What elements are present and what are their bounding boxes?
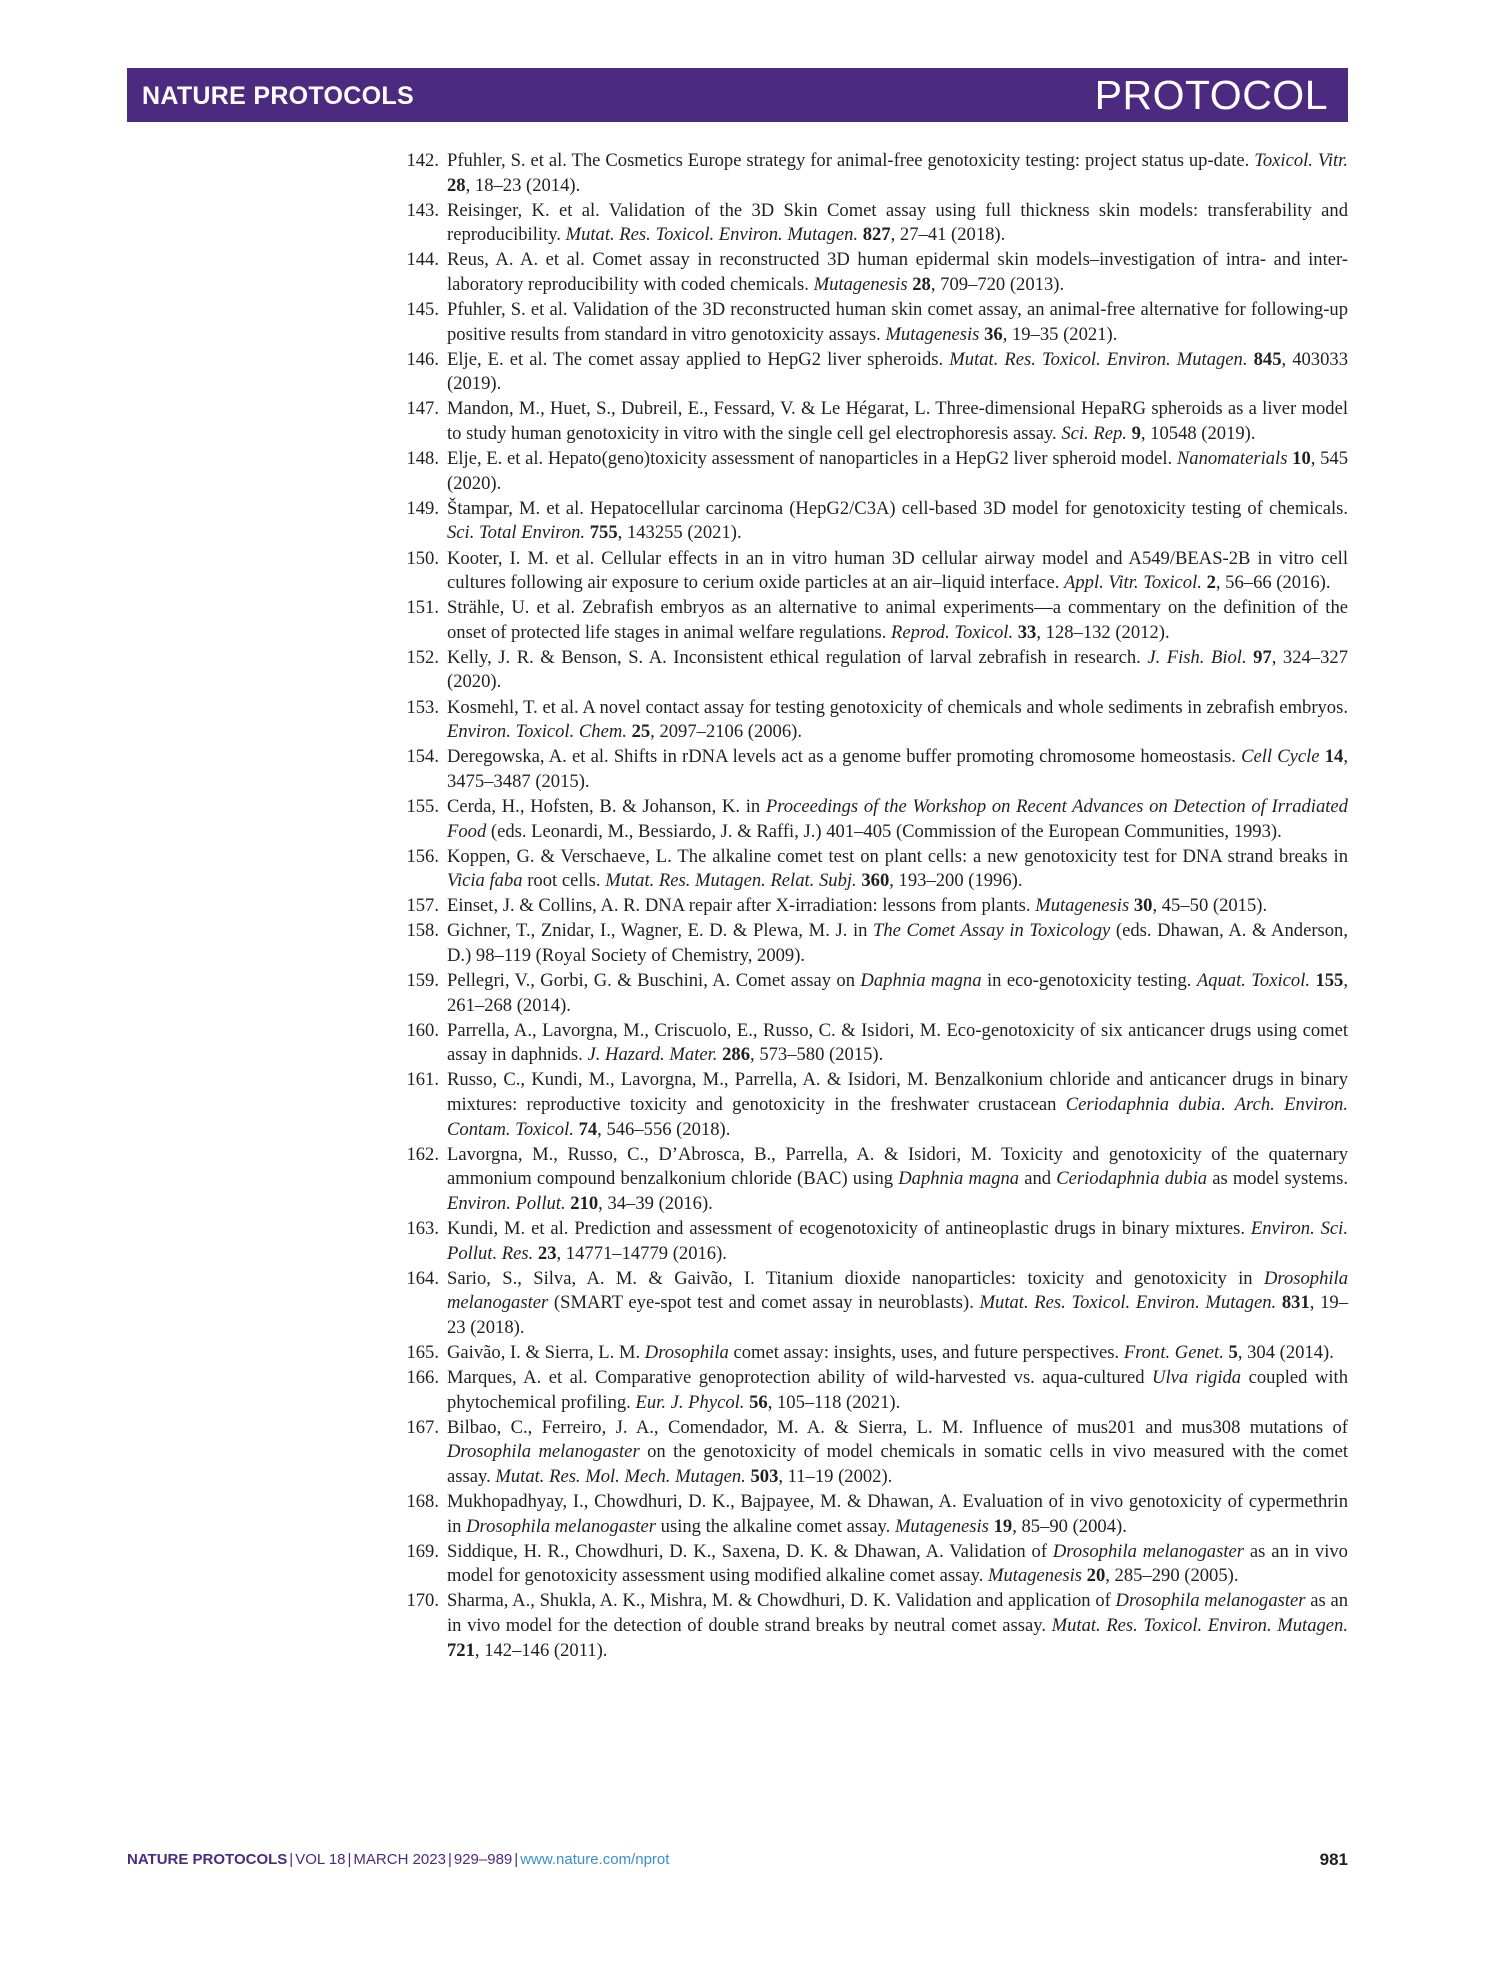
reference-item — [395, 696, 1348, 745]
reference-number: 159. — [406, 970, 439, 992]
reference-number: 151. — [406, 597, 439, 619]
reference-number: 153. — [406, 696, 439, 718]
reference-number: 149. — [406, 497, 439, 519]
reference-italic-text: Proceedings of the Workshop on Recent Advances on Detection of Irradiated Food — [447, 795, 1348, 842]
reference-item — [395, 745, 1348, 794]
reference-italic-text: Mutagenesis — [885, 323, 980, 345]
reference-item — [395, 397, 1348, 446]
reference-volume: 210 — [570, 1192, 599, 1214]
reference-italic-text: Arch. Environ. Contam. Toxicol. — [447, 1094, 1348, 1140]
reference-italic-text: The Comet Assay in Toxicology — [873, 920, 1111, 942]
footer-date: MARCH 2023 — [353, 1851, 446, 1868]
reference-italic-text: Toxicol. Vitr. — [1254, 150, 1349, 171]
reference-volume: 360 — [861, 870, 890, 892]
reference-item — [395, 497, 1348, 546]
reference-item — [395, 1217, 1348, 1266]
reference-text: Koppen, G. & Verschaeve, L. The alkaline comet test on plant cells: a new genotoxicity test for DNA strand breaks in — [447, 845, 1348, 867]
reference-number: 160. — [406, 1019, 439, 1041]
reference-volume: 5 — [1228, 1342, 1238, 1363]
reference-text: , 85–90 (2004). — [1012, 1515, 1127, 1537]
reference-italic-text: J. Hazard. Mater. — [587, 1044, 718, 1066]
reference-italic-text: Cell Cycle — [1241, 746, 1320, 768]
reference-item — [395, 248, 1348, 297]
reference-text: . — [1220, 1094, 1235, 1116]
reference-item — [395, 1341, 1348, 1366]
reference-italic-text: Drosophila melanogaster — [1052, 1540, 1244, 1562]
reference-item — [395, 298, 1348, 347]
reference-volume: 2 — [1206, 572, 1216, 594]
reference-text: Siddique, H. R., Chowdhuri, D. K., Saxena, D. K. & Dhawan, A. Validation of — [447, 1540, 1053, 1562]
reference-volume: 97 — [1253, 646, 1272, 668]
reference-italic-text: Appl. Vitr. Toxicol. — [1064, 572, 1202, 594]
reference-number: 168. — [406, 1491, 439, 1513]
reference-italic-text: Mutagenesis — [894, 1515, 989, 1537]
reference-item — [395, 447, 1348, 496]
reference-text: , 545 (2020). — [447, 448, 1348, 494]
reference-text: in eco-genotoxicity testing. — [981, 970, 1197, 992]
reference-volume: 845 — [1253, 348, 1282, 370]
reference-item — [395, 1068, 1348, 1142]
reference-text: , 304 (2014). — [1237, 1342, 1334, 1363]
footer-journal: NATURE PROTOCOLS — [127, 1851, 288, 1868]
reference-text: Bilbao, C., Ferreiro, J. A., Comendador, M. A. & Sierra, L. M. Influence of mus201 and mus308 mutations of — [447, 1416, 1348, 1438]
reference-text: , 2097–2106 (2006). — [650, 721, 802, 743]
reference-text: Gichner, T., Znidar, I., Wagner, E. D. & Plewa, M. J. in — [447, 920, 874, 942]
reference-item — [395, 969, 1348, 1018]
reference-number: 143. — [406, 199, 439, 221]
reference-volume: 827 — [862, 224, 891, 246]
reference-text: , 19–23 (2018). — [447, 1292, 1348, 1338]
reference-text: (SMART eye-spot test and comet assay in neuroblasts). — [548, 1292, 980, 1314]
reference-volume: 33 — [1017, 621, 1037, 643]
reference-text: , 19–35 (2021). — [1002, 323, 1118, 345]
reference-number: 165. — [406, 1342, 439, 1363]
reference-volume: 755 — [589, 522, 618, 544]
reference-number: 155. — [406, 795, 439, 817]
reference-item — [395, 547, 1348, 596]
reference-volume: 28 — [447, 174, 466, 196]
reference-italic-text: Sci. Total Environ. — [447, 522, 586, 544]
reference-text: Russo, C., Kundi, M., Lavorgna, M., Parrella, A. & Isidori, M. Benzalkonium chloride and anticancer drugs in binary mixtures: reproductive toxicity and genotoxicity in the freshwater crustacean — [447, 1069, 1348, 1116]
reference-text: Pfuhler, S. et al. Validation of the 3D reconstructed human skin comet assay, an animal-free alternative for following-up positive results from standard in vitro genotoxicity assays. — [447, 299, 1348, 345]
reference-item — [395, 1490, 1348, 1539]
reference-volume: 56 — [749, 1391, 768, 1413]
reference-italic-text: Mutat. Res. Mol. Mech. Mutagen. — [495, 1465, 746, 1487]
reference-text: Einset, J. & Collins, A. R. DNA repair after X-irradiation: lessons from plants. — [447, 895, 1036, 917]
reference-italic-text: Daphnia magna — [860, 970, 982, 992]
reference-text: Parrella, A., Lavorgna, M., Criscuolo, E., Russo, C. & Isidori, M. Eco-genotoxicity of six anticancer drugs using comet assay in daphnids. — [447, 1019, 1348, 1066]
reference-volume: 503 — [750, 1465, 779, 1487]
journal-name: NATURE PROTOCOLS — [142, 82, 414, 110]
reference-text: , 105–118 (2021). — [767, 1391, 901, 1413]
reference-item — [395, 795, 1348, 844]
reference-italic-text: Environ. Pollut. — [447, 1192, 566, 1214]
reference-text: Štampar, M. et al. Hepatocellular carcinoma (HepG2/C3A) cell-based 3D model for genotoxicity testing of chemicals. — [447, 497, 1348, 519]
page-footer — [127, 1848, 1348, 1872]
reference-text: Strähle, U. et al. Zebrafish embryos as an alternative to animal experiments—a commentary on the definition of the onset of protected life stages in animal welfare regulations. — [447, 597, 1348, 643]
reference-item — [395, 1589, 1348, 1663]
footer-pages: 929–989 — [453, 1851, 513, 1868]
reference-italic-text: Mutat. Res. Toxicol. Environ. Mutagen. — [949, 348, 1248, 370]
reference-text: on the genotoxicity of model chemicals in somatic cells in vivo measured with the comet assay. — [447, 1441, 1349, 1487]
reference-number: 156. — [406, 845, 439, 867]
reference-text: coupled with phytochemical profiling. — [447, 1367, 1348, 1413]
reference-italic-text: Aquat. Toxicol. — [1196, 970, 1311, 992]
reference-volume: 155 — [1315, 970, 1344, 992]
reference-text: , 324–327 (2020). — [447, 646, 1348, 693]
reference-number: 164. — [406, 1267, 439, 1289]
reference-text: Marques, A. et al. Comparative genoprotection ability of wild-harvested vs. aqua-cultured — [447, 1367, 1153, 1389]
reference-item — [395, 1019, 1348, 1068]
reference-volume: 9 — [1131, 423, 1141, 445]
section-label: PROTOCOL — [1094, 72, 1328, 118]
reference-text: as an in vivo model for genotoxicity assessment using modified alkaline comet assay. — [447, 1540, 1348, 1587]
reference-volume: 721 — [447, 1639, 475, 1661]
reference-italic-text: Drosophila melanogaster — [447, 1441, 640, 1463]
reference-text: Reus, A. A. et al. Comet assay in reconstructed 3D human epidermal skin models–investigation of intra- and inter-laboratory reproducibility with coded chemicals. — [447, 249, 1348, 295]
reference-number: 152. — [406, 646, 439, 668]
reference-italic-text: Eur. J. Phycol. — [635, 1391, 745, 1413]
reference-italic-text: J. Fish. Biol. — [1147, 646, 1247, 668]
reference-volume: 10 — [1292, 448, 1311, 470]
reference-item — [395, 596, 1348, 645]
reference-text: , 403033 (2019). — [447, 348, 1348, 395]
reference-text: , 3475–3487 (2015). — [447, 746, 1348, 792]
reference-text: (eds. Leonardi, M., Bessiardo, J. & Raffi, J.) 401–405 (Commission of the European Communities, 1993). — [486, 820, 1282, 842]
reference-number: 144. — [406, 249, 439, 271]
reference-text: , 573–580 (2015). — [750, 1044, 884, 1066]
reference-item — [395, 919, 1348, 968]
reference-item — [395, 845, 1348, 894]
reference-item — [395, 1540, 1348, 1589]
reference-italic-text: Vicia faba — [447, 870, 523, 892]
reference-number: 158. — [406, 920, 439, 942]
reference-text: , 285–290 (2005). — [1105, 1565, 1239, 1587]
reference-text: , 18–23 (2014). — [465, 174, 581, 196]
reference-text: , 27–41 (2018). — [890, 224, 1006, 246]
reference-text: (eds. Dhawan, A. & Anderson, D.) 98–119 (Royal Society of Chemistry, 2009). — [447, 920, 1348, 966]
reference-italic-text: Ceriodaphnia dubia — [1056, 1168, 1208, 1190]
reference-volume: 14 — [1324, 746, 1344, 768]
reference-text: and — [1019, 1168, 1057, 1190]
reference-number: 167. — [406, 1416, 439, 1438]
reference-volume: 19 — [993, 1515, 1013, 1537]
footer-volume: VOL 18 — [295, 1851, 346, 1868]
reference-number: 148. — [406, 448, 439, 470]
reference-text: , 128–132 (2012). — [1036, 621, 1170, 643]
reference-number: 145. — [406, 299, 439, 321]
reference-number: 154. — [406, 746, 439, 768]
reference-number: 161. — [406, 1069, 439, 1091]
reference-number: 150. — [406, 547, 439, 569]
footer-separator: | — [514, 1851, 519, 1868]
reference-italic-text: Ulva rigida — [1152, 1367, 1242, 1389]
reference-text: , 11–19 (2002). — [778, 1465, 893, 1487]
reference-text: , 261–268 (2014). — [447, 970, 1348, 1016]
reference-italic-text: Environ. Sci. Pollut. Res. — [447, 1218, 1348, 1264]
reference-italic-text: Mutat. Res. Mutagen. Relat. Subj. — [605, 870, 857, 892]
reference-italic-text: Mutat. Res. Toxicol. Environ. Mutagen. — [565, 224, 859, 246]
reference-item — [395, 646, 1348, 695]
reference-italic-text: Mutat. Res. Toxicol. Environ. Mutagen. — [979, 1292, 1277, 1314]
reference-text: Pfuhler, S. et al. The Cosmetics Europe strategy for animal-free genotoxicity testing: project status up-date. — [447, 150, 1255, 171]
footer-separator: | — [289, 1851, 294, 1868]
reference-volume: 25 — [631, 721, 651, 743]
reference-number: 146. — [406, 348, 439, 370]
reference-text: , 143255 (2021). — [617, 522, 742, 544]
reference-italic-text: Drosophila — [644, 1342, 729, 1363]
reference-italic-text: Ceriodaphnia dubia — [1065, 1094, 1221, 1116]
reference-text: , 546–556 (2018). — [597, 1118, 731, 1140]
reference-number: 163. — [406, 1218, 439, 1240]
reference-text: comet assay: insights, uses, and future perspectives. — [728, 1342, 1124, 1363]
reference-text: , 14771–14779 (2016). — [556, 1242, 727, 1264]
reference-text: , 709–720 (2013). — [930, 273, 1065, 295]
reference-italic-text: Nanomaterials — [1176, 448, 1288, 470]
reference-italic-text: Drosophila melanogaster — [1115, 1590, 1306, 1612]
reference-number: 162. — [406, 1143, 439, 1165]
reference-text: Kundi, M. et al. Prediction and assessment of ecogenotoxicity of antineoplastic drugs in binary mixtures. — [447, 1218, 1251, 1240]
reference-text: Mukhopadhyay, I., Chowdhuri, D. K., Bajpayee, M. & Dhawan, A. Evaluation of in vivo genotoxicity of cypermethrin in — [447, 1491, 1348, 1537]
reference-volume: 23 — [537, 1242, 557, 1264]
reference-list — [395, 149, 1348, 1664]
footer-separator: | — [447, 1851, 452, 1868]
reference-text: Cerda, H., Hofsten, B. & Johanson, K. in — [447, 795, 766, 817]
reference-italic-text: Drosophila melanogaster — [466, 1515, 657, 1537]
reference-text: Kelly, J. R. & Benson, S. A. Inconsistent ethical regulation of larval zebrafish in research. — [447, 646, 1148, 668]
reference-number: 157. — [406, 895, 439, 917]
reference-number: 170. — [406, 1590, 439, 1612]
reference-text: , 45–50 (2015). — [1152, 895, 1268, 917]
reference-volume: 28 — [912, 273, 931, 295]
reference-text: as an in vivo model for the detection of double strand breaks by neutral comet assay. — [447, 1590, 1348, 1637]
reference-text: Kooter, I. M. et al. Cellular effects in an in vitro human 3D cellular airway model and A549/BEAS-2B in vitro cell cultures following air exposure to cerium oxide particles at an air–liquid interface. — [447, 547, 1348, 594]
reference-text: Elje, E. et al. The comet assay applied to HepG2 liver spheroids. — [447, 348, 950, 370]
reference-italic-text: Reprod. Toxicol. — [891, 621, 1014, 643]
reference-text: , 193–200 (1996). — [889, 870, 1023, 892]
footer-separator: | — [347, 1851, 352, 1868]
reference-italic-text: Environ. Toxicol. Chem. — [447, 721, 627, 743]
reference-item — [395, 199, 1348, 248]
reference-italic-text: Mutagenesis — [988, 1565, 1082, 1587]
page-number: 981 — [1319, 1850, 1348, 1869]
reference-item — [395, 1143, 1348, 1217]
reference-text: Elje, E. et al. Hepato(geno)toxicity assessment of nanoparticles in a HepG2 liver spheroid model. — [447, 448, 1177, 470]
footer-url-link[interactable]: www.nature.com/nprot — [520, 1851, 670, 1868]
reference-item — [395, 1416, 1348, 1490]
reference-number: 142. — [406, 150, 439, 171]
reference-volume: 30 — [1133, 895, 1153, 917]
reference-text: , 10548 (2019). — [1140, 423, 1256, 445]
reference-number: 166. — [406, 1367, 439, 1389]
reference-text: Deregowska, A. et al. Shifts in rDNA levels act as a genome buffer promoting chromosome homeostasis. — [447, 746, 1242, 768]
reference-italic-text: Mutat. Res. Toxicol. Environ. Mutagen. — [1051, 1615, 1348, 1637]
reference-text: Gaivão, I. & Sierra, L. M. — [447, 1342, 645, 1363]
reference-text: , 34–39 (2016). — [598, 1192, 713, 1214]
reference-item — [395, 149, 1348, 198]
reference-text: Reisinger, K. et al. Validation of the 3D Skin Comet assay using full thickness skin models: transferability and reproducibility. — [447, 199, 1348, 246]
reference-italic-text: Drosophila melanogaster — [447, 1267, 1348, 1314]
reference-text: Lavorgna, M., Russo, C., D’Abrosca, B., Parrella, A. & Isidori, M. Toxicity and genotoxicity of the quaternary ammonium compound benzalkonium chloride (BAC) using — [447, 1143, 1348, 1190]
reference-text: Mandon, M., Huet, S., Dubreil, E., Fessard, V. & Le Hégarat, L. Three-dimensional HepaRG spheroids as a liver model to study human genotoxicity in vitro with the single cell gel electrophoresis assay. — [447, 398, 1348, 445]
reference-text: as model systems. — [1207, 1168, 1349, 1190]
reference-italic-text: Daphnia magna — [898, 1168, 1020, 1190]
reference-number: 169. — [406, 1540, 439, 1562]
reference-italic-text: Mutagenesis — [1035, 895, 1130, 917]
reference-text: Pellegri, V., Gorbi, G. & Buschini, A. Comet assay on — [447, 970, 861, 992]
reference-volume: 831 — [1281, 1292, 1310, 1314]
reference-item — [395, 1366, 1348, 1415]
reference-item — [395, 1267, 1348, 1341]
reference-item — [395, 348, 1348, 397]
page-header — [127, 68, 1348, 122]
reference-number: 147. — [406, 398, 439, 420]
reference-text: Kosmehl, T. et al. A novel contact assay for testing genotoxicity of chemicals and whole sediments in zebrafish embryos. — [447, 696, 1348, 718]
reference-item — [395, 894, 1348, 919]
reference-volume: 36 — [984, 323, 1003, 345]
reference-text: , 56–66 (2016). — [1215, 572, 1331, 594]
reference-volume: 20 — [1086, 1565, 1106, 1587]
reference-text: , 142–146 (2011). — [474, 1639, 608, 1661]
reference-italic-text: Sci. Rep. — [1061, 423, 1127, 445]
reference-volume: 74 — [578, 1118, 598, 1140]
reference-volume: 286 — [722, 1044, 751, 1066]
reference-text: root cells. — [522, 870, 606, 892]
reference-text: Sharma, A., Shukla, A. K., Mishra, M. & Chowdhuri, D. K. Validation and application of — [447, 1590, 1116, 1612]
reference-text: Sario, S., Silva, A. M. & Gaivão, I. Titanium dioxide nanoparticles: toxicity and genotoxicity in — [447, 1267, 1264, 1289]
reference-italic-text: Front. Genet. — [1123, 1342, 1224, 1363]
reference-italic-text: Mutagenesis — [813, 273, 908, 295]
reference-text: using the alkaline comet assay. — [656, 1515, 895, 1537]
